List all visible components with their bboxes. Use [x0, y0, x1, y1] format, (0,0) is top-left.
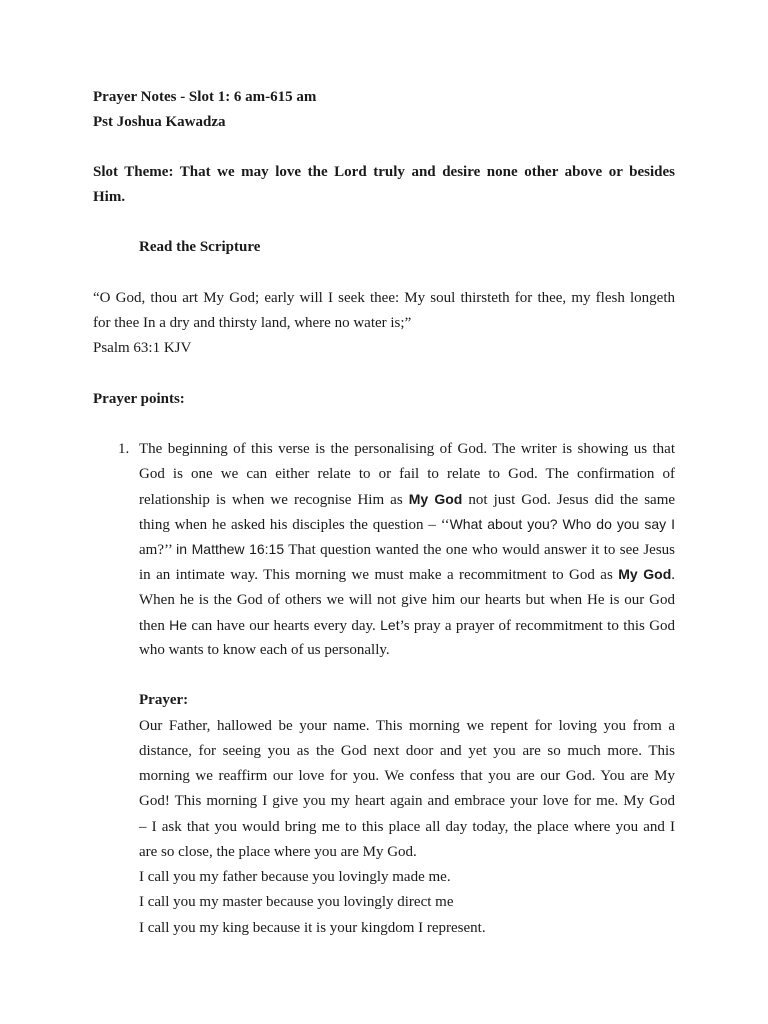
point-1-line-6 [139, 565, 675, 584]
point-1-line-1: The beginning of this verse is the personalising of God. The writer is showing us that [139, 441, 675, 457]
point-1-line-4 [139, 515, 675, 534]
text-run: Let [380, 617, 400, 633]
text-run: He [169, 617, 188, 633]
point-1-line-9: who wants to know each of us personally. [139, 642, 390, 658]
text-run: am? [139, 542, 164, 558]
prayer-line: Our Father, hallowed be your name. This morning we repent for loving you from a [139, 718, 675, 734]
emphasis-my-god: My God [618, 566, 672, 582]
prayer-line: God! This morning I give you my heart again and embrace your love for me. My God [139, 793, 675, 809]
prayer-line: are so close, the place where you are My God. [139, 844, 417, 860]
call-line: I call you my master because you lovingly direct me [139, 894, 454, 910]
text-run: in an intimate way. This morning we must make a recommitment to God as [139, 567, 613, 583]
text-run: ’s pray a prayer of recommitment to this God [399, 618, 676, 634]
verse-reference: in Matthew 16:15 [176, 541, 285, 557]
scripture-reference: Psalm 63:1 KJV [93, 340, 192, 356]
prayer-line: – I ask that you would bring me to this place all day today, the place where you and I [139, 819, 675, 835]
prayer-line: morning we reaffirm our love for you. We confess that you are our God. You are My [139, 768, 675, 784]
quoted-question: What about you? Who do you say I [449, 516, 675, 532]
point-1-line-7: When he is the God of others we will not give him our hearts but when He is our God [139, 592, 675, 608]
point-1-line-5 [139, 540, 675, 559]
slot-theme-line-2: Him. [93, 189, 126, 205]
list-item-number: 1. [118, 441, 130, 457]
scripture-line-1: “O God, thou art My God; early will I seek thee: My soul thirsteth for thee, my flesh longeth [93, 290, 675, 306]
text-run: ’’ [163, 542, 172, 558]
text-run: not just God. Jesus did the same [468, 492, 676, 508]
text-run: thing when he asked his disciples the question – ‘‘ [139, 517, 450, 533]
text-run: . [671, 567, 675, 583]
text-run: then [139, 618, 165, 634]
document-title: Prayer Notes - Slot 1: 6 am-615 am [93, 89, 317, 105]
call-line: I call you my king because it is your kingdom I represent. [139, 920, 486, 936]
text-run: can have our hearts every day. [191, 618, 376, 634]
call-line: I call you my father because you lovingly made me. [139, 869, 451, 885]
slot-theme-line-1: Slot Theme: That we may love the Lord truly and desire none other above or besides [93, 164, 675, 180]
scripture-heading: Read the Scripture [139, 239, 261, 255]
prayer-line: distance, for seeing you as the God next door and yet you are so much more. This [139, 743, 675, 759]
point-1-line-3 [139, 490, 675, 509]
prayer-heading: Prayer: [139, 692, 189, 708]
text-run: That question wanted the one who would answer it to see Jesus [288, 542, 675, 558]
prayer-points-heading: Prayer points: [93, 391, 185, 407]
author-name: Pst Joshua Kawadza [93, 114, 226, 130]
emphasis-my-god: My God [408, 491, 463, 507]
point-1-line-8 [139, 616, 675, 635]
text-run: relationship is when we recognise Him as [139, 492, 403, 508]
scripture-line-2: for thee In a dry and thirsty land, where no water is;” [93, 315, 412, 331]
point-1-line-2: God is one we can either relate to or fail to relate to God. The confirmation of [139, 466, 675, 482]
